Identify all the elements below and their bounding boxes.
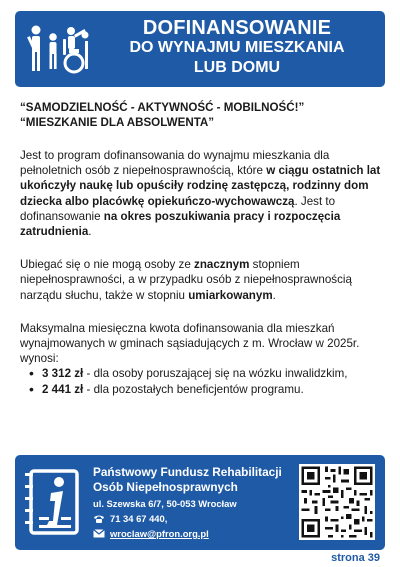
phone-icon bbox=[93, 514, 105, 524]
slogan-2: “MIESZKANIE DLA ABSOLWENTA” bbox=[20, 116, 215, 129]
org-name-line-1: Państwowy Fundusz Rehabilitacji bbox=[93, 465, 282, 479]
amount-intro: Maksymalna miesięczna kwota dofinansowania dla mieszkań wynajmowanych w gminach sąsiadujących z m. Wrocław w 2025r. wynosi: bbox=[20, 321, 360, 366]
page-number: strona 39 bbox=[331, 552, 380, 564]
title-line-2: DO WYNAJMU MIESZKANIA bbox=[129, 39, 345, 56]
address: ul. Szewska 6/7, 50-053 Wrocław bbox=[93, 498, 237, 509]
org-name-line-2: Osób Niepełnosprawnych bbox=[93, 480, 238, 494]
phone-number[interactable]: 71 34 67 440, bbox=[110, 513, 168, 524]
bold-span: znacznym bbox=[194, 258, 250, 272]
qr-code[interactable] bbox=[299, 464, 375, 540]
amount-value: 2 441 zł bbox=[42, 382, 84, 396]
list-item bbox=[42, 382, 385, 397]
footer-banner bbox=[15, 455, 385, 550]
slogan-1: “SAMODZIELNOŚĆ - AKTYWNOŚĆ - MOBILNOŚĆ!” bbox=[20, 101, 305, 114]
title-line-3: LUB DOMU bbox=[193, 59, 281, 76]
bold-span: w ciągu ostatnich lat ukończyły naukę lub opuściły rodzinę zastępczą, rodzinny dom dziecka albo placówkę opiekuńczo-wychowawczą bbox=[20, 164, 381, 208]
eligibility-paragraph bbox=[20, 257, 385, 303]
list-item bbox=[42, 366, 385, 381]
text-span: . Jest to dofinansowanie bbox=[20, 194, 336, 223]
text-span: Jest to program dofinansowania do wynajmu mieszkania dla pełnoletnich osób z niepełnosprawnością, które bbox=[20, 149, 330, 178]
amount-desc: - dla osoby poruszającej się na wózku inwalidzkim, bbox=[83, 367, 348, 381]
contact-block bbox=[93, 465, 282, 539]
amount-list bbox=[20, 366, 385, 396]
bold-span: umiarkowanym bbox=[188, 288, 273, 302]
program-description bbox=[20, 148, 385, 239]
phone-row bbox=[93, 513, 282, 524]
people-with-disabilities-icon bbox=[27, 23, 91, 75]
text-span: . bbox=[272, 288, 276, 302]
title-line-1: DOFINANSOWANIE bbox=[142, 17, 332, 39]
text-span: stopniem niepełnosprawności, a w przypadku osób z niepełnosprawnością narządu słuchu, także w stopniu bbox=[20, 258, 352, 302]
text-span: . bbox=[88, 225, 92, 239]
email-link[interactable]: wroclaw@pfron.org.pl bbox=[110, 528, 209, 539]
amount-value: 3 312 zł bbox=[42, 367, 84, 381]
main-content bbox=[20, 100, 385, 397]
information-document-icon bbox=[25, 467, 85, 539]
email-row bbox=[93, 528, 282, 539]
amount-desc: - dla pozostałych beneficjentów programu. bbox=[83, 382, 304, 396]
text-span: Ubiegać się o nie mogą osoby ze bbox=[20, 258, 195, 272]
envelope-icon bbox=[93, 529, 105, 538]
page-title bbox=[99, 18, 375, 78]
bold-span: na okres poszukiwania pracy i rozpoczęcia zatrudnienia bbox=[20, 209, 341, 239]
header-banner bbox=[15, 11, 385, 87]
